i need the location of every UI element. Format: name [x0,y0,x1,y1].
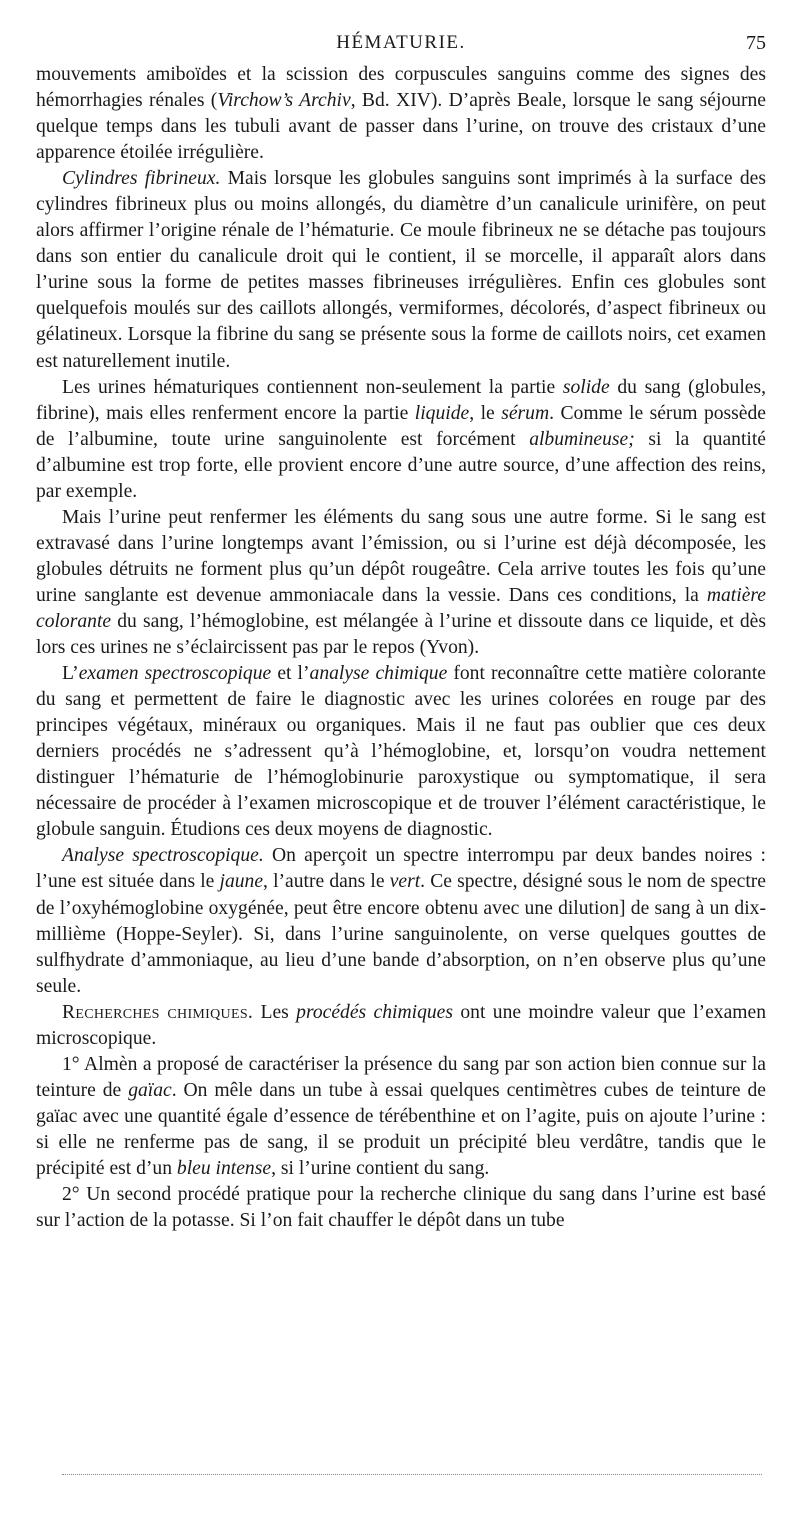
text-run: L’ [62,663,79,685]
running-header [36,30,766,58]
text-run: Mais l’urine peut renfermer les éléments du sang sous une autre forme. Si le sang est extravasé dans l’urine longtemps avant l’émission, ou si l’urine est déjà décomposée, les globules détruits ne forment plus qu’un dépôt rougeâtre. Cela arrive toutes les fois qu’une urine sanglante est devenue ammoniacale dans la vessie. Dans ces conditions, la [36,506,766,606]
text-run: Les urines hématuriques contiennent non-seulement la partie [62,376,563,398]
small-caps-heading: Recherches chimiques. [62,1001,254,1023]
text-run: . On mêle dans un tube à essai quelques centimètres cubes de teinture de gaïac avec une quantité égale d’essence de térébenthine et on l’agite, puis on ajoute l’urine : si elle ne renferme pas de sang, il se produit un précipité bleu verdâtre, tandis que le précipité est d’un [36,1079,767,1179]
text-run: Mais lorsque les globules sanguins sont imprimés à la surface des cylindres fibrineux plus ou moins allongés, du diamètre d’un canalicule urinifère, on peut alors affirmer l’origine rénale de l’hématurie. Ce moule fibrineux ne se détache pas toujours dans son entier du canalicule droit qui le contient, il se morcelle, il apparaît alors dans l’urine sous la forme de petites masses fibrineuses irrégulières. Enfin ces globules sont quelquefois moulés sur des caillots allongés, vermiformes, décolorés, d’aspect fibrineux ou gélatineux. Lorsque la fibrine du sang se présente sous la forme de caillots noirs, cet examen est naturellement inutile. [36,168,766,372]
paragraph [36,661,766,843]
italic-text: vert [389,871,421,893]
italic-text: matière colorante [36,584,766,632]
text-run: si la quantité d’albumine est trop forte, elle provient encore d’une autre source, d’une affection des reins, par exemple. [36,428,766,502]
italic-text: gaïac [128,1079,172,1101]
text-run: , l’autre dans le [263,871,390,893]
italic-text: bleu intense [176,1157,272,1179]
text-run: , si l’urine contient du sang. [271,1157,490,1179]
italic-text: liquide [414,402,470,424]
text-run: du sang (globules, fibrine), mais elles renferment encore la partie [36,376,766,424]
italic-text: procédés chimiques [296,1001,453,1023]
text-run: . Comme le sérum possède de l’albumine, toute urine sanguinolente est forcément [36,402,767,450]
text-run: On aperçoit un spectre interrompu par deux bandes noires : l’une est située dans le [36,845,766,893]
italic-text: albumineuse; [529,428,635,450]
italic-text: analyse chimique [309,663,448,685]
text-run: font reconnaître cette matière colorante du sang et permettent de faire le diagnostic avec les urines colorées en rouge par des principes végétaux, minéraux ou organiques. Mais il ne faut pas oublier que ces deux derniers procédés ne s’adressent qu’à l’hémoglobine, et, lorsqu’on voudra nettement distinguer l’hématurie de l’hémoglobinurie paroxystique ou symptomatique, il sera nécessaire de procéder à l’examen microscopique et de trouver l’élément caractéristique, le globule sanguin. Étudions ces deux moyens de diagnostic. [36,663,766,841]
paragraph [36,375,766,505]
text-run: , le [469,402,502,424]
text-run: ont une moindre valeur que l’examen microscopique. [36,1001,766,1049]
italic-text: Cylindres fibrineux. [62,168,221,190]
paragraph [36,505,766,661]
text-run: , Bd. XIV). D’après Beale, lorsque le sang séjourne quelque temps dans les tubuli avant de passer dans l’urine, on trouve des cristaux d’une apparence étoilée irrégulière. [36,90,766,164]
paragraph [36,1052,766,1182]
italic-text: jaune [219,871,264,893]
text-run: du sang, l’hémoglobine, est mélangée à l’urine et dissoute dans ce liquide, et dès lors ces urines ne s’éclaircissent pas par le repos (Yvon). [36,610,766,659]
text-run: . Ce spectre, désigné sous le nom de spectre de l’oxyhémoglobine oxygénée, peut être encore obtenu avec une dilution] de sang à un dix-millième (Hoppe-Seyler). Si, dans l’urine sanguinolente, on verse quelques gouttes de sulfhydrate d’ammoniaque, au lieu d’une bande d’absorption, on n’en observe plus qu’une seule. [36,871,766,997]
text-run: et l’ [271,663,310,685]
text-run: mouvements amiboïdes et la scission des corpuscules sanguins comme des signes des hémorrhagies rénales ( [36,64,766,112]
body-text [36,62,766,1234]
italic-text: solide [562,376,610,398]
italic-text: Virchow’s Archiv [217,90,351,112]
italic-text: Analyse spectroscopique. [62,845,264,867]
text-run: 2° Un second procédé pratique pour la recherche clinique du sang dans l’urine est basé sur l’action de la potasse. Si l’on fait chauffer le dépôt dans un tube [36,1184,766,1232]
paragraph [36,843,766,999]
italic-text: examen spectroscopique [78,663,272,685]
running-title: HÉMATURIE. [336,32,466,53]
paragraph [36,1000,766,1052]
page-number: 75 [746,32,766,54]
paragraph [36,1182,766,1234]
text-run: Les [253,1001,297,1023]
paragraph [36,62,766,166]
italic-text: sérum [501,402,550,424]
paragraph [36,166,766,374]
text-run: 1° Almèn a proposé de caractériser la présence du sang par son action bien connue sur la teinture de [36,1053,766,1101]
footer-rule [62,1474,762,1475]
